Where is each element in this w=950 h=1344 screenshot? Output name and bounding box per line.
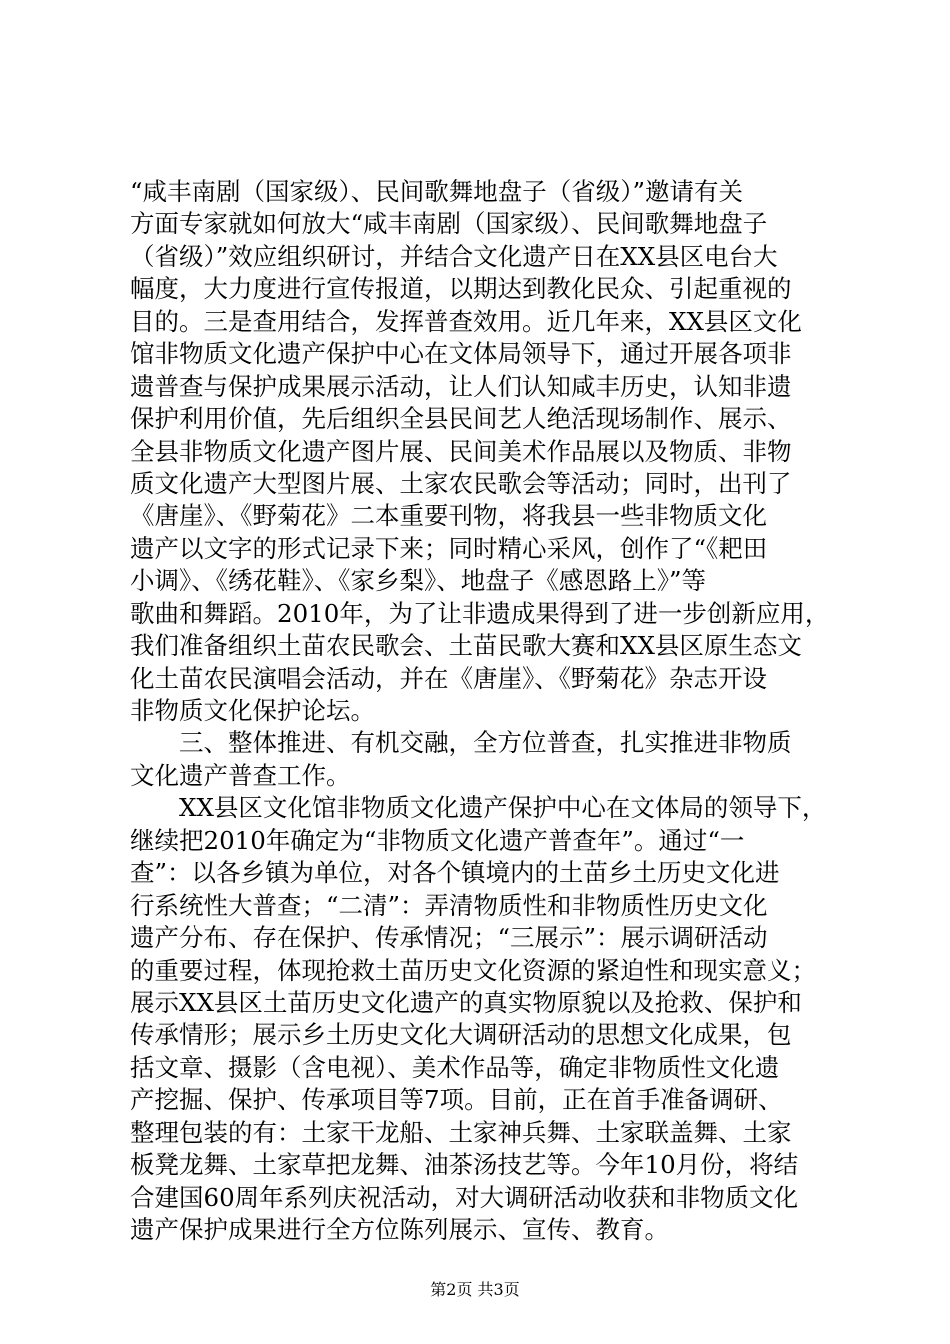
- text-line: “咸丰南剧（国家级）、民间歌舞地盘子（省级）”邀请有关: [130, 177, 744, 206]
- text-line: 括文章、摄影（含电视）、美术作品等，确定非物质性文化遗: [130, 1052, 780, 1082]
- text-line: 传承情形；展示乡土历史文化大调研活动的思想文化成果，包: [130, 1020, 792, 1050]
- text-line: 行系统性大普查；“二清”：弄清物质性和非物质性历史文化: [130, 890, 768, 920]
- text-line: 目的。三是查用结合，发挥普查效用。近几年来，XX县区文化: [130, 306, 802, 336]
- text-line: 的重要过程，体现抢救土苗历史文化资源的紧迫性和现实意义；: [130, 955, 816, 985]
- text-line: 非物质文化保护论坛。: [130, 696, 375, 725]
- text-line: 质文化遗产大型图片展、土家农民歌会等活动；同时，出刊了: [130, 468, 792, 498]
- text-line: 方面专家就如何放大“咸丰南剧（国家级）、民间歌舞地盘子: [130, 209, 768, 239]
- text-line: 继续把2010年确定为“非物质文化遗产普查年”。通过“一: [130, 825, 745, 855]
- text-line: （省级）”效应组织研讨，并结合文化遗产日在XX县区电台大: [130, 241, 778, 271]
- text-line: 幅度，大力度进行宣传报道，以期达到教化民众、引起重视的: [130, 274, 792, 304]
- text-line: 《唐崖》、《野菊花》二本重要刊物，将我县一些非物质文化: [130, 501, 767, 531]
- text-line: 小调》、《绣花鞋》、《家乡梨》、地盘子《感恩路上》”等: [130, 566, 707, 596]
- text-line: 整理包装的有：土家干龙船、土家神兵舞、土家联盖舞、土家: [130, 1117, 792, 1147]
- text-line: 遗产分布、存在保护、传承情况；“三展示”：展示调研活动: [130, 923, 768, 953]
- text-line: XX县区文化馆非物质文化遗产保护中心在文体局的领导下，: [179, 793, 827, 823]
- text-line: 馆非物质文化遗产保护中心在文体局领导下，通过开展各项非: [130, 339, 792, 369]
- text-line: 查”：以各乡镇为单位，对各个镇境内的土苗乡土历史文化进: [130, 858, 780, 888]
- text-line: 展示XX县区土苗历史文化遗产的真实物原貌以及抢救、保护和: [130, 987, 802, 1017]
- text-line: 遗产保护成果进行全方位陈列展示、宣传、教育。: [130, 1215, 669, 1244]
- text-line: 遗普查与保护成果展示活动，让人们认知咸丰历史，认知非遗: [130, 371, 792, 401]
- text-line: 全县非物质文化遗产图片展、民间美术作品展以及物质、非物: [130, 436, 792, 466]
- section-heading-line: 三、整体推进、有机交融，全方位普查，扎实推进非物质: [179, 728, 792, 758]
- body-text: [130, 176, 835, 1246]
- text-line: 化土苗农民演唱会活动，并在《唐崖》、《野菊花》杂志开设: [130, 663, 767, 693]
- text-line: 板凳龙舞、土家草把龙舞、油茶汤技艺等。今年10月份，将结: [130, 1150, 799, 1180]
- text-line: 遗产以文字的形式记录下来；同时精心采风，创作了“《耙田: [130, 533, 768, 563]
- text-line: 保护利用价值，先后组织全县民间艺人绝活现场制作、展示、: [130, 404, 792, 434]
- text-line: 歌曲和舞蹈。2010年，为了让非遗成果得到了进一步创新应用，: [130, 598, 830, 628]
- text-line: 我们准备组织土苗农民歌会、土苗民歌大赛和XX县区原生态文: [130, 631, 802, 661]
- text-line: 合建国60周年系列庆祝活动，对大调研活动收获和非物质文化: [130, 1182, 799, 1212]
- text-line: 产挖掘、保护、传承项目等7项。目前，正在首手准备调研、: [130, 1085, 783, 1115]
- page-footer: 第2页 共3页: [430, 1280, 520, 1299]
- section-heading-line: 文化遗产普查工作。: [130, 760, 351, 790]
